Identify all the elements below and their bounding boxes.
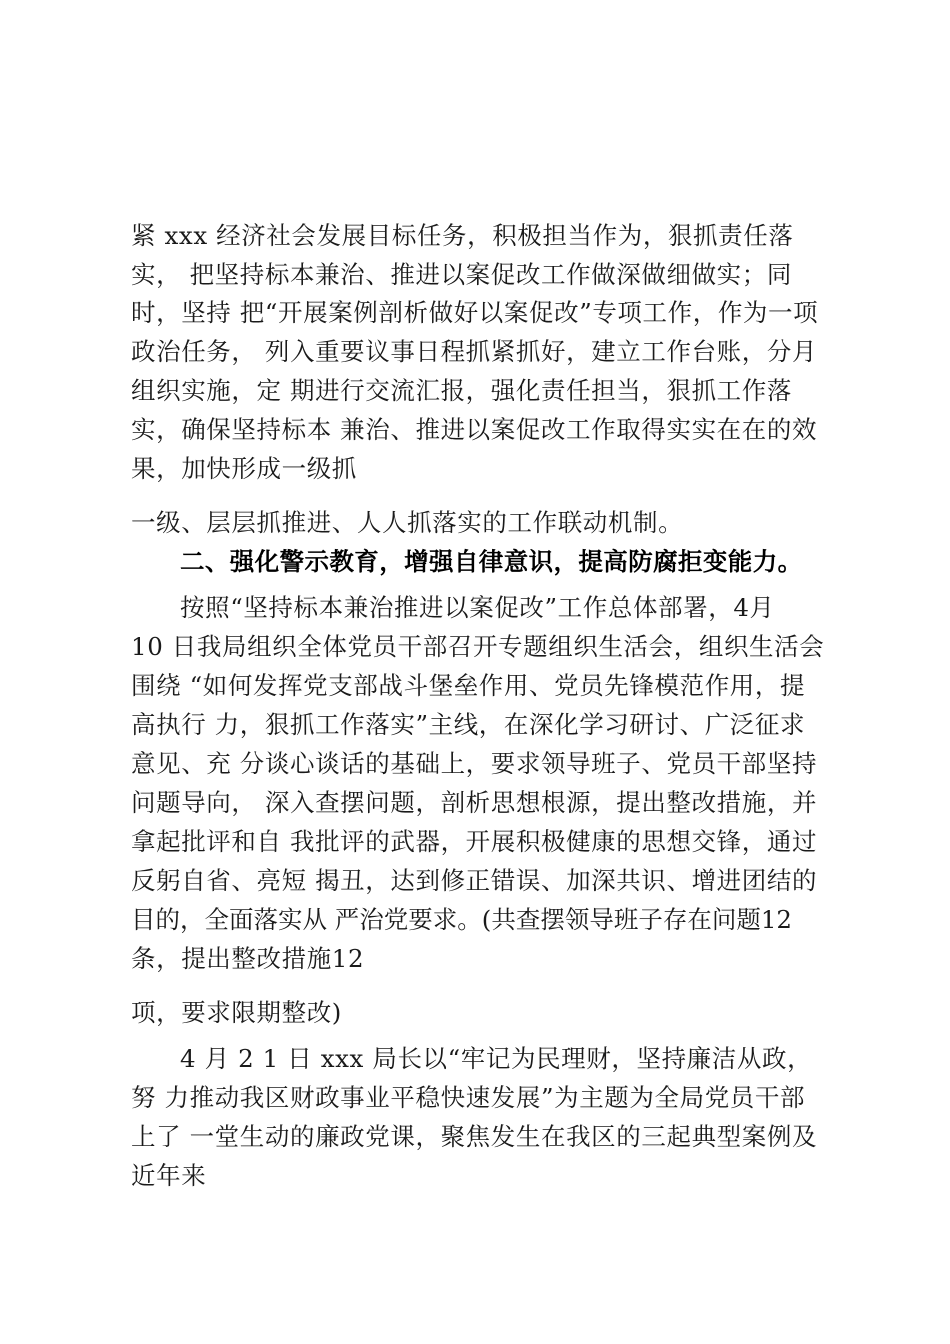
- paragraph-line: 目的，全面落实从 严治党要求。(共查摆领导班子存在问题12: [131, 905, 793, 934]
- paragraph-line: 紧 xxx 经济社会发展目标任务，积极担当作为，狠抓责任落: [131, 221, 794, 250]
- paragraph-line: 近年来: [131, 1161, 207, 1190]
- paragraph-line: 项，要求限期整改): [131, 998, 342, 1027]
- paragraph-line: 政治任务， 列入重要议事日程抓紧抓好，建立工作台账，分月: [131, 337, 818, 366]
- paragraph-line: 意见、充 分谈心谈话的基础上，要求领导班子、党员干部坚持: [131, 749, 818, 778]
- paragraph-line: 10 日我局组织全体党员干部召开专题组织生活会，组织生活会: [131, 632, 825, 661]
- section-heading: 二、强化警示教育，增强自律意识，提高防腐拒变能力。: [180, 547, 803, 576]
- paragraph-line: 一级、层层抓推进、人人抓落实的工作联动机制。: [131, 508, 684, 537]
- paragraph-line: 问题导向， 深入查摆问题，剖析思想根源，提出整改措施，并: [131, 788, 818, 817]
- paragraph-line: 拿起批评和自 我批评的武器，开展积极健康的思想交锋，通过: [131, 827, 818, 856]
- paragraph-line: 高执行 力，狠抓工作落实”主线，在深化学习研讨、广泛征求: [131, 710, 806, 739]
- paragraph-line: 组织实施，定 期进行交流汇报，强化责任担当，狠抓工作落: [131, 376, 792, 405]
- paragraph-line: 围绕 “如何发挥党支部战斗堡垒作用、党员先锋模范作用，提: [131, 671, 806, 700]
- paragraph-line: 时，坚持 把“开展案例剖析做好以案促改”专项工作，作为一项: [131, 298, 819, 327]
- paragraph-line: 实， 把坚持标本兼治、推进以案促改工作做深做细做实；同: [131, 260, 792, 289]
- paragraph-line: 实，确保坚持标本 兼治、推进以案促改工作取得实实在在的效: [131, 415, 818, 444]
- paragraph-line: 条，提出整改措施12: [131, 944, 365, 973]
- paragraph-line: 按照“坚持标本兼治推进以案促改”工作总体部署，4月: [180, 593, 775, 622]
- paragraph-line: 努 力推动我区财政事业平稳快速发展”为主题为全局党员干部: [131, 1083, 806, 1112]
- paragraph-line: 反躬自省、亮短 揭丑，达到修正错误、加深共识、增进团结的: [131, 866, 818, 895]
- paragraph-line: 4 月 2 1 日 xxx 局长以“牢记为民理财，坚持廉洁从政，: [180, 1044, 813, 1073]
- paragraph-line: 果，加快形成一级抓: [131, 454, 357, 483]
- paragraph-line: 上了 一堂生动的廉政党课，聚焦发生在我区的三起典型案例及: [131, 1122, 818, 1151]
